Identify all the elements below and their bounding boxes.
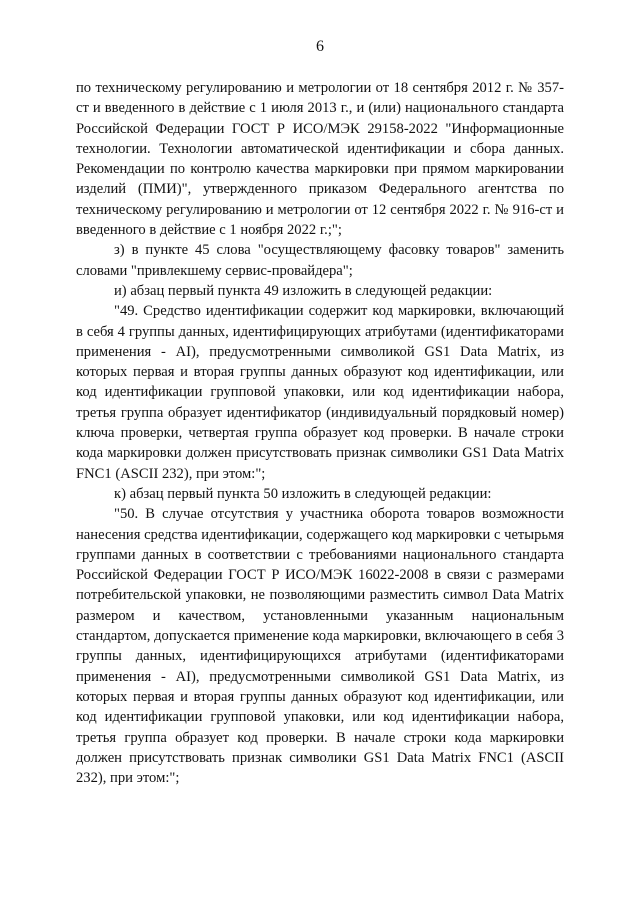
paragraph-point-50: "50. В случае отсутствия у участника оборота товаров возможности нанесения средства идентификации, содержащего код маркировки с четырьмя группами данных в соответствии с требованиями национального стандарта Российской Федерации ГОСТ Р ИСО/МЭК 16022-2008 в связи с размерами потребительской упаковки, не позволяющими разместить символ Data Matrix размером и качеством, установленными указанным национальным стандартом, допускается применение кода маркировки, включающего в себя 3 группы данных, идентифицирующихся атрибутами (идентификаторами применения - AI), предусмотренными символикой GS1 Data Matrix, из которых первая и вторая группы данных образуют код идентификации, или код идентификации групповой упаковки, или код идентификации набора, третья группа образует код проверки. В начале строки кода маркировки должен присутствовать признак символики GS1 Data Matrix FNC1 (ASCII 232), при этом:"; — [76, 506, 564, 787]
paragraph-item-k: к) абзац первый пункта 50 изложить в следующей редакции: — [114, 485, 492, 502]
paragraph-item-i: и) абзац первый пункта 49 изложить в следующей редакции: — [114, 282, 493, 299]
paragraph-continuation: по техническому регулированию и метрологии от 18 сентября 2012 г. № 357-ст и введенного в действие с 1 июля 2013 г., и (или) национального стандарта Российской Федерации ГОСТ Р ИСО/МЭК 29158-2022 "Информационные технологии. Технологии автоматической идентификации и сбора данных. Рекомендации по контролю качества маркировки при прямом маркировании изделий (ПМИ)", утвержденного приказом Федерального агентства по техническому регулированию и метрологии от 12 сентября 2022 г. № 916-ст и введенного в действие с 1 ноября 2022 г.;"; — [76, 80, 564, 239]
paragraph-point-49: "49. Средство идентификации содержит код маркировки, включающий в себя 4 группы данных, идентифицирующих атрибутами (идентификаторами применения - AI), предусмотренными символикой GS1 Data Matrix, из которых первая и вторая группы данных образуют код идентификации, или код идентификации групповой упаковки, или код идентификации набора, третья группа образует идентификатор (индивидуальный порядковый номер) ключа проверки, четвертая группа образует код проверки. В начале строки кода маркировки должен присутствовать признак символики GS1 Data Matrix FNC1 (ASCII 232), при этом:"; — [76, 303, 564, 482]
page-number: 6 — [316, 38, 324, 55]
document-body — [76, 78, 564, 788]
paragraph-item-z: з) в пункте 45 слова "осуществляющему фасовку товаров" заменить словами "привлекшему сервис-провайдера"; — [76, 242, 564, 279]
